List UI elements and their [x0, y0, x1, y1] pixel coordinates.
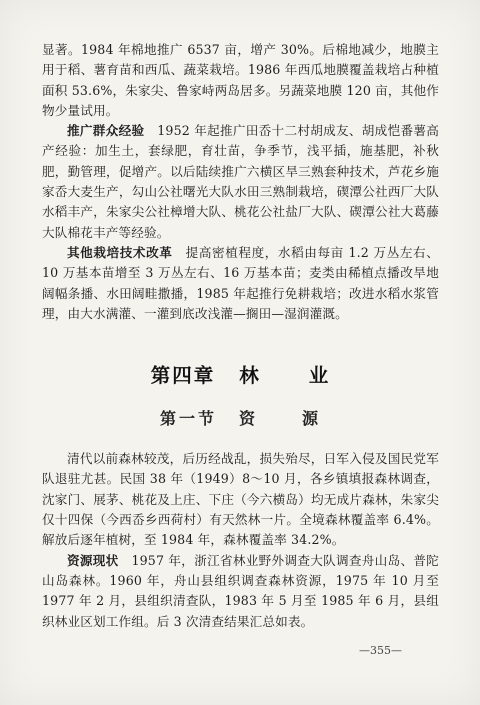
paragraph-text: 1952 年起推广田岙十二村胡成友、胡成恺番薯高产经验：加生土，套绿肥，育壮苗，争季节，浅平插，施基肥，补秋肥，勤管理，促增产。以后陆续推广六横区旱三熟套种技术，芦花乡施家岙大麦生产，勾山公社曙光大队水田三熟制栽培，碶潭公社西厂大队水稻丰产，朱家尖公社樟增大队、桃花公社盐厂大队、碶潭公社大葛藤大队棉花丰产等经验。 [42, 123, 439, 240]
paragraph-lead: 资源现状 [67, 552, 119, 568]
paragraph-text: 1957 年，浙江省林业野外调查大队调查舟山岛、普陀山岛森林。1960 年，舟山县组织调查森林资源，1975 年 10 月至 1977 年 2 月，县组织清查队，1983 年 5 月至 1985 年 6 月，县组织林业区划工作组。后 3 次清查结果汇总如表。 [42, 552, 439, 629]
paragraph-forest-history [42, 449, 439, 550]
paragraph-other-techniques [42, 243, 439, 324]
chapter-title-a: 林 [239, 364, 261, 388]
chapter-heading [42, 360, 439, 388]
paragraph-text: 清代以前森林较茂，后历经战乱，损失殆尽，日军入侵及国民党军队退驻尤甚。民国 38 年（1949）8～10 月，各乡镇填报森林调查，沈家门、展茅、桃花及上庄、下庄（今六横岛）均无成片森林，朱家尖仅十四保（今西岙乡西荷村）有天然林一片。全境森林覆盖率 6.4%。解放后逐年植树，至 1984 年，森林覆盖率 34.2%。 [42, 451, 439, 548]
paragraph-text: 显著。1984 年棉地推广 6537 亩，增产 30%。后棉地减少，地膜主用于稻、薯育苗和西瓜、蔬菜栽培。1986 年西瓜地膜覆盖栽培占种植面积 53.6%，朱家尖、鲁家峙两岛居多。另蔬菜地膜 120 亩，其他作物少量试用。 [42, 42, 439, 118]
paragraph-lead: 其他栽培技术改革 [67, 244, 173, 260]
page-number: —355— [359, 644, 402, 657]
section-number: 第一节 [159, 409, 217, 429]
paragraph-mass-experience [42, 121, 439, 243]
section-heading [42, 406, 439, 429]
page-content [42, 40, 439, 632]
chapter-number: 第四章 [150, 364, 216, 388]
paragraph-lead: 推广群众经验 [67, 123, 145, 139]
chapter-title-b: 业 [308, 364, 331, 388]
paragraph-resource-status [42, 551, 439, 632]
paragraph-continued [42, 40, 439, 121]
paragraph-text: 提高密植程度，水稻由每亩 1.2 万丛左右、10 万基本苗增至 3 万丛左右、16 万基本苗；麦类由稀植点播改旱地阔幅条播、水田阔畦撒播，1985 年起推行免耕栽培；改进水稻水浆管理，由大水满灌、一灌到底改浅灌—搁田—湿润灌溉。 [42, 244, 439, 321]
section-title-b: 源 [302, 409, 322, 429]
section-title-a: 资 [238, 409, 258, 429]
